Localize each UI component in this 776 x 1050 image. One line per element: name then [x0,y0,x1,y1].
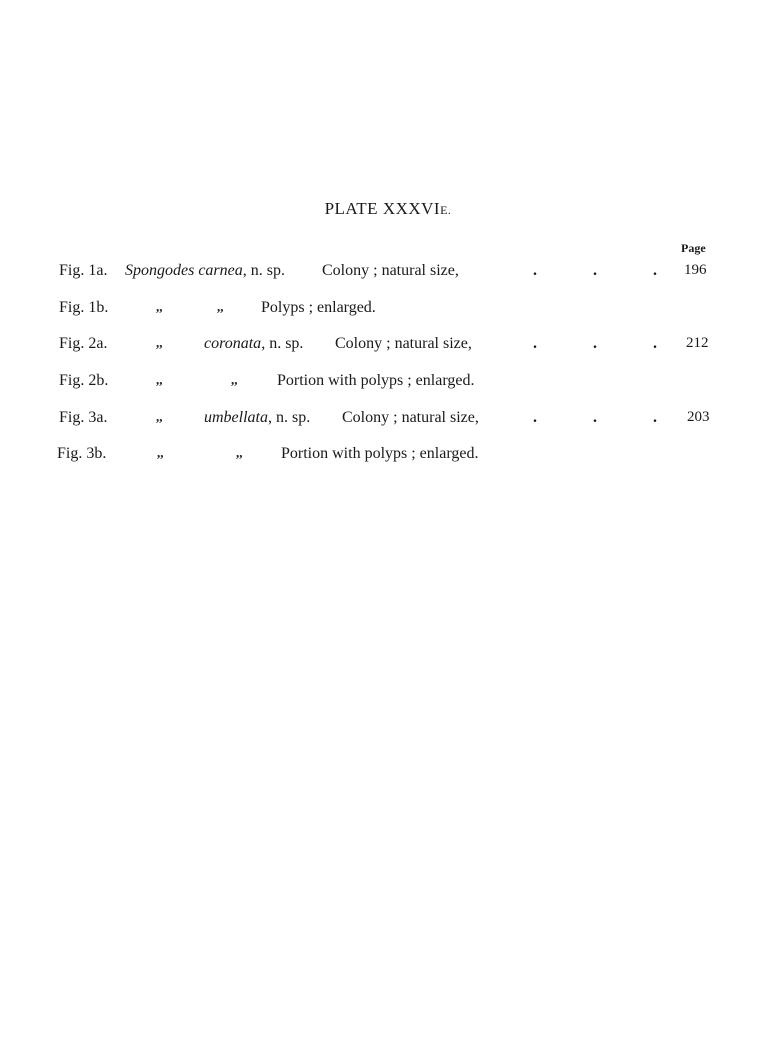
figure-description: Polyps ; enlarged. [261,299,376,316]
species-name-block [204,409,310,427]
figure-description: Colony ; natural size, [335,335,472,352]
ditto-mark: ,, [236,445,243,460]
plate-entry [0,299,776,321]
figure-label: Fig. 3a. [59,409,108,426]
figure-description: Portion with polyps ; enlarged. [281,445,479,462]
plate-entry [0,335,776,357]
plate-title-main: PLATE XXXVI [324,199,441,218]
plate-entry [0,445,776,467]
species-note: , n. sp. [242,262,285,279]
plate-entry [0,262,776,284]
species-name-block [204,335,303,353]
species-name: coronata [204,335,262,352]
ditto-mark: ,, [157,445,164,460]
figure-label: Fig. 1b. [59,299,109,316]
plate-entry [0,372,776,394]
leader-dot: . [593,335,597,352]
species-note: , n. sp. [261,335,304,352]
page-number: 212 [686,335,709,351]
figure-description: Colony ; natural size, [342,409,479,426]
figure-label: Fig. 3b. [57,445,107,462]
ditto-mark: ,, [156,409,163,424]
page-number: 203 [687,409,710,425]
leader-dot: . [653,409,657,426]
ditto-mark: ,, [156,335,163,350]
figure-description: Portion with polyps ; enlarged. [277,372,475,389]
page-column-header: Page [681,241,706,255]
leader-dot: . [593,409,597,426]
leader-dot: . [533,409,537,426]
species-name: Spongodes carnea [125,262,243,279]
leader-dot: . [653,262,657,279]
ditto-mark: ,, [156,299,163,314]
figure-label: Fig. 1a. [59,262,108,279]
figure-description: Colony ; natural size, [322,262,459,279]
ditto-mark: ,, [156,372,163,387]
species-name: umbellata [204,409,268,426]
figure-label: Fig. 2a. [59,335,108,352]
leader-dot: . [593,262,597,279]
ditto-mark: ,, [217,299,224,314]
leader-dot: . [533,335,537,352]
page-number: 196 [684,262,707,278]
species-name-block [125,262,285,280]
figure-label: Fig. 2b. [59,372,109,389]
plate-title [0,199,776,219]
species-note: , n. sp. [268,409,311,426]
leader-dot: . [533,262,537,279]
plate-entry [0,409,776,431]
leader-dot: . [653,335,657,352]
ditto-mark: ,, [231,372,238,387]
plate-title-suffix: E. [440,203,452,217]
